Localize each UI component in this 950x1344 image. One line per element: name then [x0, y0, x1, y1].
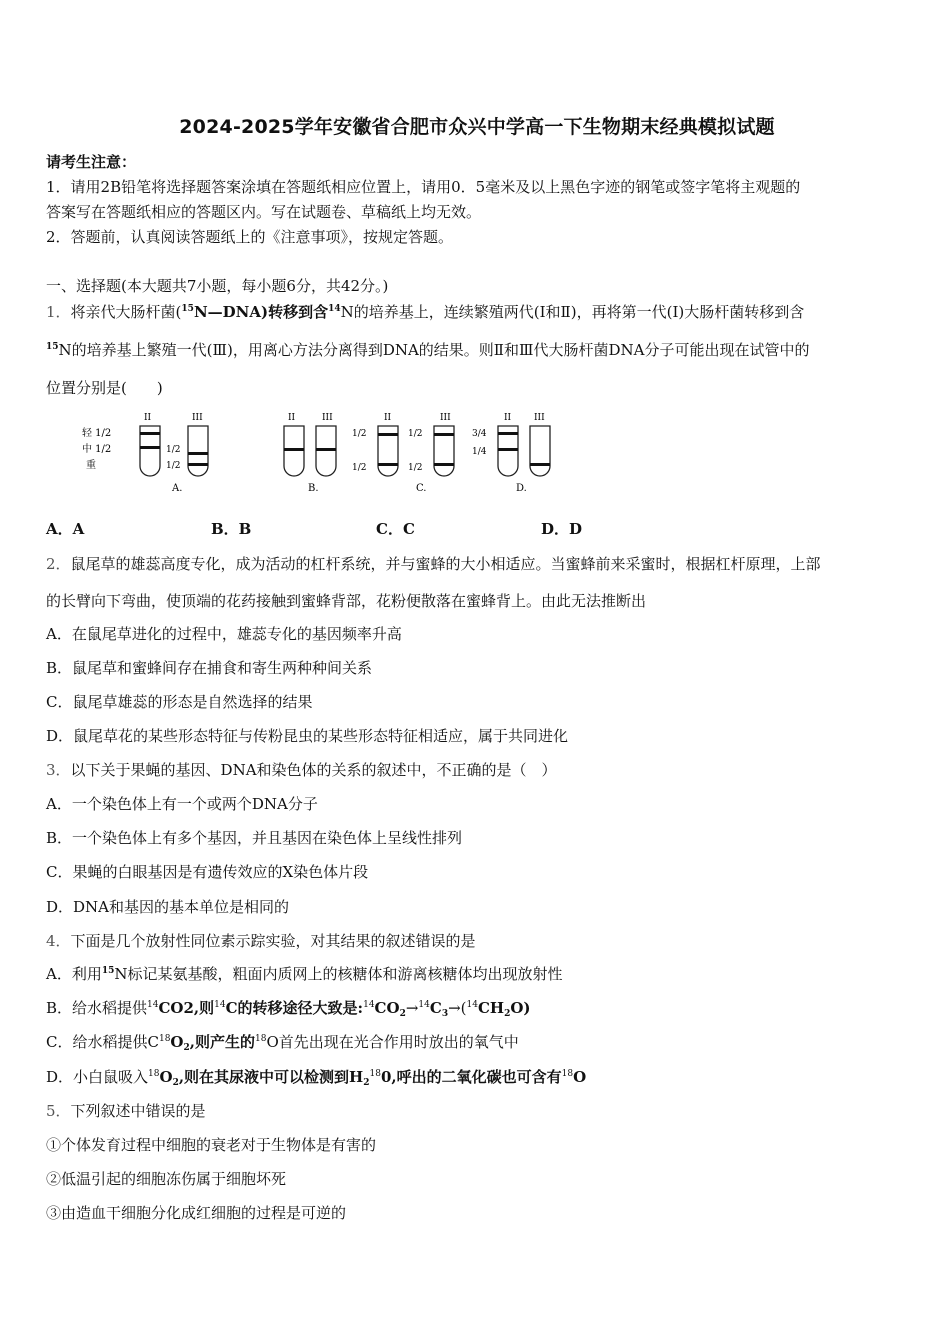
svg-text:II: II: [288, 413, 296, 423]
q3-stem: 3．以下关于果蝇的基因、DNA和染色体的关系的叙述中，不正确的是（ ）: [46, 761, 557, 779]
tube-group-a: [140, 413, 208, 494]
svg-text:III: III: [322, 413, 333, 423]
q3-option-d[interactable]: D．DNA和基因的基本单位是相同的: [46, 898, 290, 916]
svg-text:1/2: 1/2: [352, 463, 367, 473]
svg-text:3/4: 3/4: [472, 429, 487, 439]
q4-option-b[interactable]: B．给水稻提供$^{14}$CO2,则$^{14}$C的转移途径大致是$:^{14}CO_2\to^{14}C_3\to(^{14}CH_2O)$: [46, 999, 531, 1019]
notice-heading: 请考生注意：: [46, 153, 137, 171]
q1-number: 1．: [46, 303, 71, 321]
band-c-2-heavy: [378, 463, 398, 466]
band-a-2-light: [140, 432, 160, 435]
q2-line-1: 2．鼠尾草的雄蕊高度专化，成为活动的杠杆系统，并与蜜蜂的大小相适应。当蜜蜂前来采蜜时，根据杠杆原理，上部: [46, 555, 821, 573]
q2-option-b[interactable]: B．鼠尾草和蜜蜂间存在捕食和寄生两种种间关系: [46, 659, 373, 677]
band-b-2-mid: [284, 448, 304, 451]
band-d-3-heavy: [530, 463, 550, 466]
q1-option-c[interactable]: C．C: [376, 520, 415, 538]
centrifuge-tubes-figure: [82, 408, 562, 500]
band-c-2-light: [378, 433, 398, 436]
notice-line-1b: 答案写在答题纸相应的答题区内。写在试题卷、草稿纸上均无效。: [46, 203, 482, 221]
tube-a-3: [188, 426, 208, 476]
band-c-3-light: [434, 433, 454, 436]
q2-option-d[interactable]: D．鼠尾草花的某些形态特征与传粉昆虫的某些形态特征相适应，属于共同进化: [46, 727, 569, 745]
q1-line-3: 位置分别是( ): [46, 379, 163, 397]
tube-group-d: [472, 413, 550, 494]
svg-text:1/2: 1/2: [166, 461, 181, 471]
q1-line-2: $^{15}$N的培养基上繁殖一代(Ⅲ)，用离心方法分离得到DNA的结果。则Ⅱ和Ⅲ代大肠杆菌DNA分子可能出现在试管中的: [46, 341, 810, 359]
svg-text:1/4: 1/4: [472, 447, 487, 457]
q3-option-c[interactable]: C．果蝇的白眼基因是有遗传效应的X染色体片段: [46, 863, 369, 881]
svg-text:1/2: 1/2: [408, 463, 423, 473]
tube-d-3: [530, 426, 550, 476]
q5-statement-1: ①个体发育过程中细胞的衰老对于生物体是有害的: [46, 1136, 377, 1154]
svg-text:1/2: 1/2: [408, 429, 423, 439]
q4-option-c[interactable]: C．给水稻提供$C^{18}O_2$,则产生的$^{18}$O首先出现在光合作用时放出的氧气中: [46, 1033, 519, 1053]
svg-text:III: III: [192, 413, 203, 423]
q4-stem: 4．下面是几个放射性同位素示踪实验，对其结果的叙述错误的是: [46, 932, 476, 950]
band-a-2-mid: [140, 446, 160, 449]
band-d-2-light: [498, 432, 518, 435]
q1-options: [46, 519, 646, 539]
q5-statement-2: ②低温引起的细胞冻伤属于细胞坏死: [46, 1170, 287, 1188]
q3-option-b[interactable]: B．一个染色体上有多个基因，并且基因在染色体上呈线性排列: [46, 829, 463, 847]
figure-label-a: A.: [172, 483, 183, 494]
figure-label-d: D.: [516, 483, 527, 494]
q4-option-d[interactable]: D．小白鼠吸入$^{18}O_2$,则在其尿液中可以检测到$H_2^{18}0$,呼出的二氧化碳也可含有$^{18}$O: [46, 1068, 587, 1088]
svg-text:III: III: [534, 413, 545, 423]
q1-line-1: 1．将亲代大肠杆菌($^{15}$N—DNA)转移到含$^{14}$N的培养基上，连续繁殖两代(Ⅰ和Ⅱ)，再将第一代(Ⅰ)大肠杆菌转移到含: [46, 303, 805, 321]
q5-statement-3: ③由造血干细胞分化成红细胞的过程是可逆的: [46, 1204, 347, 1222]
svg-text:II: II: [504, 413, 512, 423]
q3-option-a[interactable]: A．一个染色体上有一个或两个DNA分子: [46, 795, 318, 813]
band-c-3-heavy: [434, 463, 454, 466]
q2-option-a[interactable]: A．在鼠尾草进化的过程中，雄蕊专化的基因频率升高: [46, 625, 402, 643]
tube-group-c: [352, 413, 454, 494]
figure-label-b: B.: [308, 483, 319, 494]
section-heading: 一、选择题(本大题共7小题，每小题6分，共42分。): [46, 277, 389, 295]
svg-text:III: III: [440, 413, 451, 423]
q2-option-c[interactable]: C．鼠尾草雄蕊的形态是自然选择的结果: [46, 693, 313, 711]
notice-line-2: 2．答题前，认真阅读答题纸上的《注意事项》，按规定答题。: [46, 228, 454, 246]
q2-line-2: 的长臂向下弯曲，使顶端的花药接触到蜜蜂背部，花粉便散落在蜜蜂背上。由此无法推断出: [46, 592, 647, 610]
band-d-2-mid: [498, 448, 518, 451]
notice-line-1a: 1．请用2B铅笔将选择题答案涂填在答题纸相应位置上，请用0．5毫米及以上黑色字迹的钢笔或签字笔将主观题的: [46, 178, 801, 196]
page-title: 2024-2025学年安徽省合肥市众兴中学高一下生物期末经典模拟试题: [179, 116, 775, 138]
svg-text:1/2: 1/2: [166, 445, 181, 455]
q1-option-b[interactable]: B．B: [211, 520, 252, 538]
q1-option-a[interactable]: A．A: [46, 520, 85, 538]
svg-text:1/2: 1/2: [352, 429, 367, 439]
band-a-3-mid: [188, 452, 208, 455]
band-b-3-mid: [316, 448, 336, 451]
tube-group-b: [284, 413, 336, 494]
svg-text:II: II: [384, 413, 392, 423]
svg-text:II: II: [144, 413, 152, 423]
q4-option-a[interactable]: A．利用$^{15}$N标记某氨基酸，粗面内质网上的核糖体和游离核糖体均出现放射性: [46, 965, 563, 983]
q1-option-d[interactable]: D．D: [541, 520, 583, 538]
band-a-3-heavy: [188, 463, 208, 466]
row-label-light: 轻 1/2: [82, 428, 112, 439]
row-label-heavy: 重: [86, 460, 96, 471]
q5-stem: 5．下列叙述中错误的是: [46, 1102, 206, 1120]
row-label-mid: 中 1/2: [82, 444, 112, 455]
figure-label-c: C.: [416, 483, 427, 494]
